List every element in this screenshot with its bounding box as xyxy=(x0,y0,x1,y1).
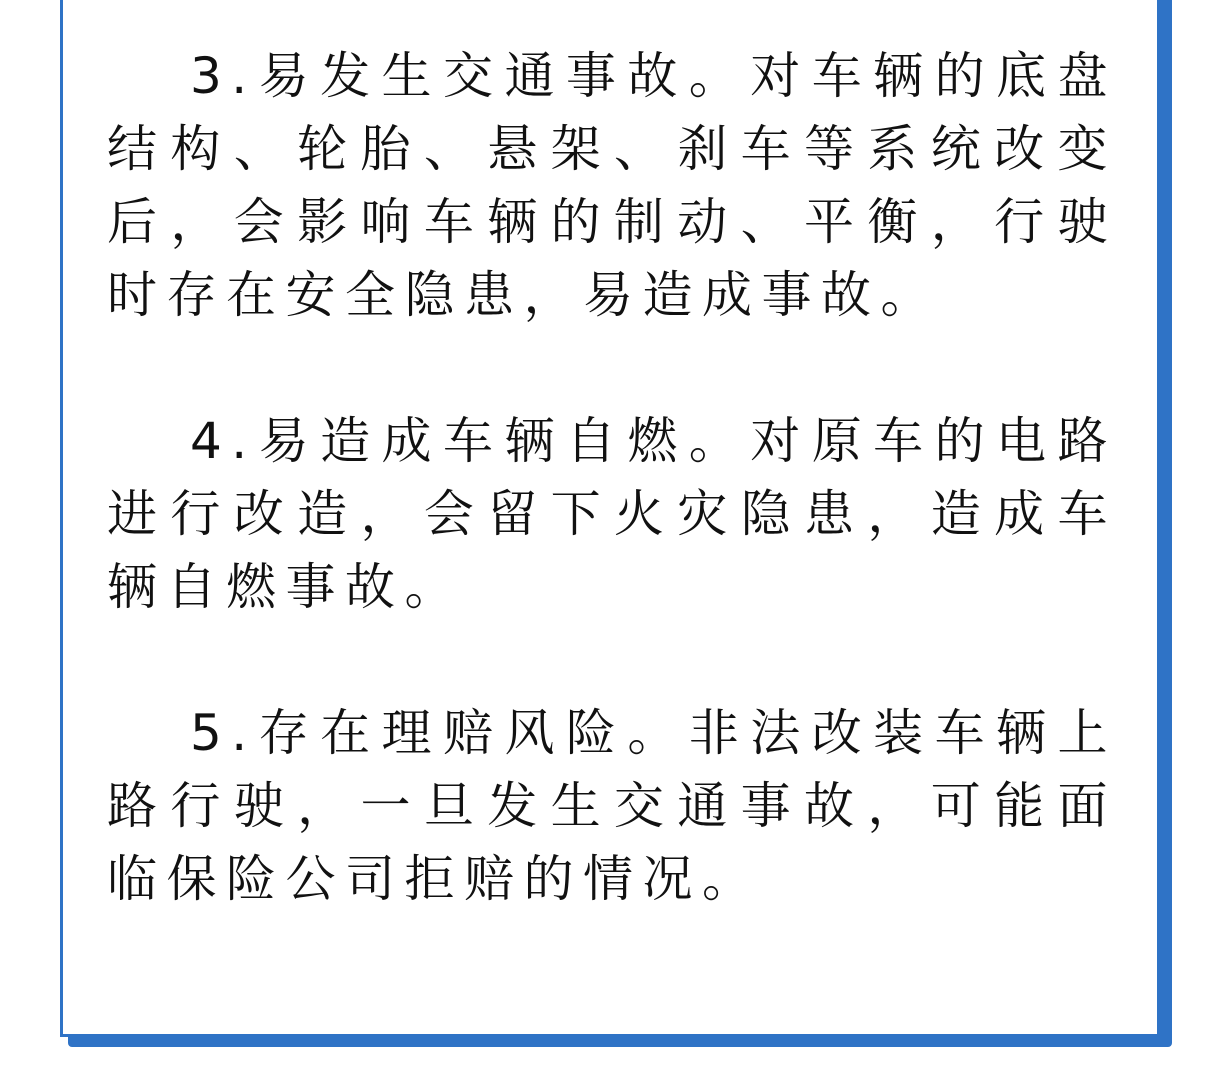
paragraph-spontaneous-combustion: 4.易造成车辆自燃。对原车的电路进行改造，会留下火灾隐患，造成车辆自燃事故。 xyxy=(107,412,1117,616)
paragraph-insurance-risk: 5.存在理赔风险。非法改装车辆上路行驶，一旦发生交通事故，可能面临保险公司拒赔的情况。 xyxy=(107,704,1117,908)
article-body xyxy=(107,40,1117,916)
paragraph-traffic-accident: 3.易发生交通事故。对车辆的底盘结构、轮胎、悬架、刹车等系统改变后，会影响车辆的制动、平衡，行驶时存在安全隐患，易造成事故。 xyxy=(107,47,1117,324)
article-card xyxy=(60,0,1160,1037)
